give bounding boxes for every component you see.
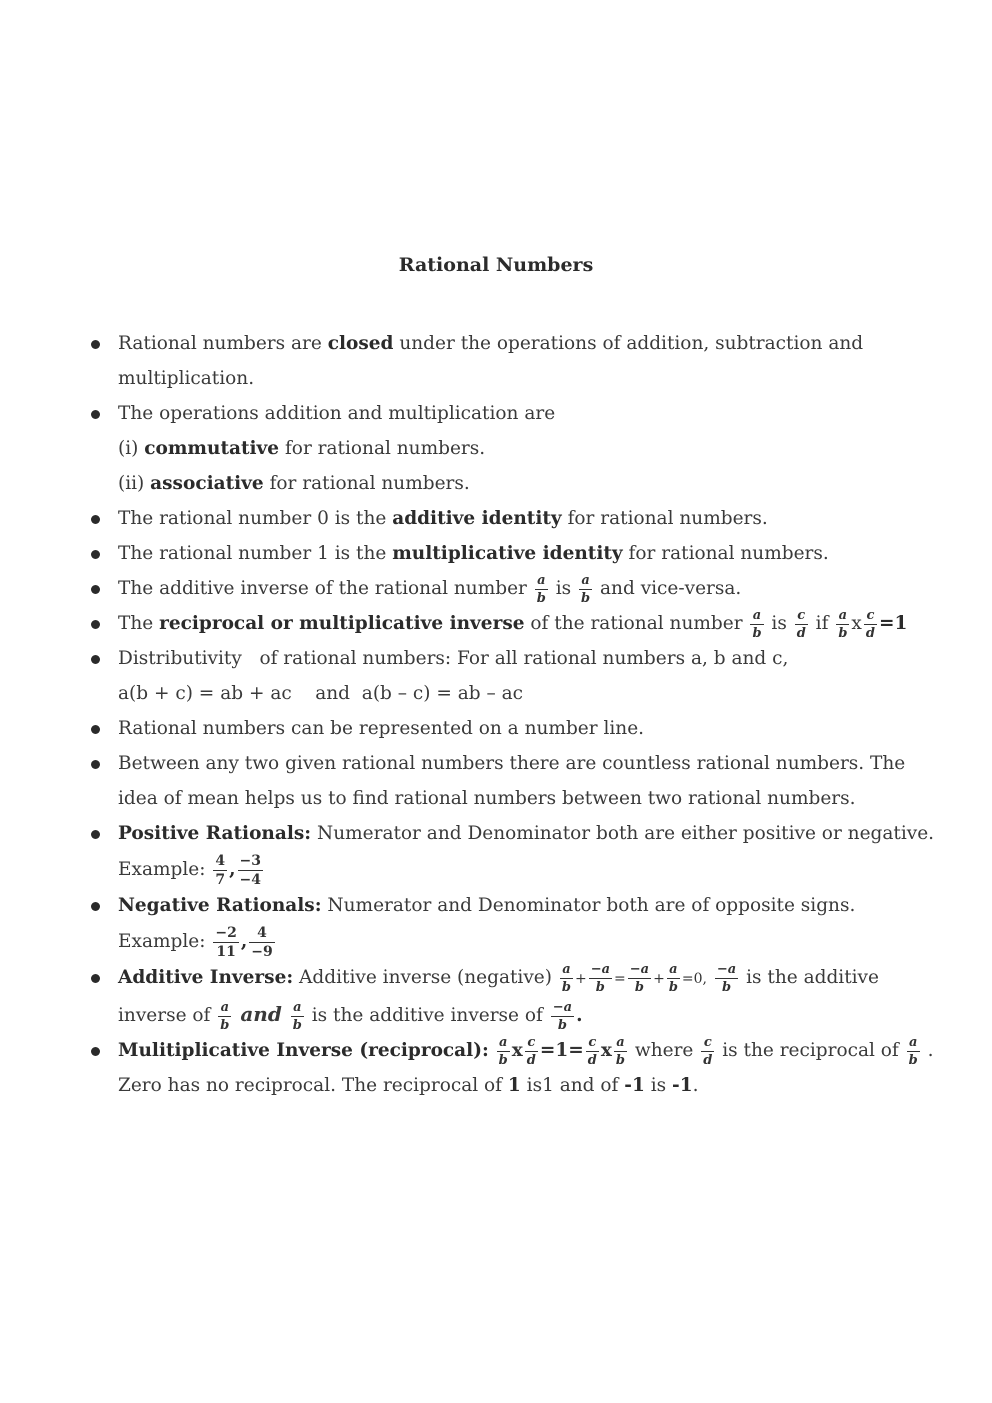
list-item-positive-rationals: [118, 816, 948, 888]
text: Rational numbers are: [118, 333, 328, 354]
bold-term: reciprocal or multiplicative inverse: [159, 613, 525, 634]
text: The additive inverse of the rational number: [118, 578, 533, 599]
bold-term: Mulitiplicative Inverse (reciprocal):: [118, 1040, 489, 1061]
bold-term: closed: [327, 333, 394, 354]
fraction: $\frac{a}{b}$: [581, 572, 591, 606]
list-item-number-line: [118, 711, 948, 746]
text: .: [692, 1075, 699, 1096]
bold-term: 1: [507, 1075, 521, 1096]
text: Additive inverse (negative): [293, 967, 558, 988]
fraction: $\frac{-3}{-4}$: [239, 852, 262, 888]
bold-term: Positive Rationals:: [118, 823, 312, 844]
period: .: [576, 1005, 583, 1026]
and-word: and: [233, 1002, 289, 1026]
bullet-icon: [91, 340, 100, 349]
bullet-icon: [91, 974, 100, 983]
list-item-multiplicative-identity: [118, 536, 948, 571]
equals-sign: =: [614, 971, 626, 987]
text: and vice-versa.: [594, 578, 742, 599]
fraction: $\frac{a}{b}$: [838, 607, 848, 641]
bold-term: multiplicative identity: [392, 543, 623, 564]
bullet-icon: [91, 515, 100, 524]
fraction: $\frac{a}{b}$: [220, 999, 230, 1033]
page-title: Rational Numbers: [398, 254, 594, 276]
example-label: Example:: [118, 931, 212, 952]
text: if: [809, 613, 835, 634]
bullet-icon: [91, 902, 100, 911]
text: Zero has no reciprocal. The reciprocal of: [118, 1075, 508, 1096]
list-item-negative-rationals: [118, 888, 948, 960]
text: is: [644, 1075, 673, 1096]
text: idea of mean helps us to find rational numbers between two rational numbers.: [118, 788, 856, 809]
text: multiplication.: [118, 368, 255, 389]
fraction: $\frac{-a}{b}$: [716, 961, 737, 995]
text: for rational numbers.: [622, 543, 829, 564]
text: for rational numbers.: [561, 508, 768, 529]
comma: ,: [240, 931, 248, 952]
bold-term: Negative Rationals:: [118, 895, 322, 916]
bold-term: additive identity: [392, 508, 562, 529]
fraction: $\frac{-a}{b}$: [629, 961, 650, 995]
text: of the rational number: [524, 613, 749, 634]
text: Numerator and Denominator both are of opposite signs.: [321, 895, 856, 916]
equals-one: =1=: [539, 1040, 584, 1061]
text: under the operations of addition, subtraction and: [393, 333, 864, 354]
fraction: $\frac{4}{7}$: [215, 852, 226, 888]
example-label: Example:: [118, 859, 212, 880]
fraction: $\frac{c}{d}$: [526, 1034, 536, 1068]
bold-term: commutative: [144, 438, 280, 459]
fraction: $\frac{-2}{11}$: [215, 924, 237, 960]
text: inverse of: [118, 1005, 217, 1026]
text: is the reciprocal of: [716, 1040, 905, 1061]
bullet-list: [118, 326, 948, 1103]
list-item-distributivity: [118, 641, 948, 711]
list-item-between: [118, 746, 948, 816]
text: where: [628, 1040, 700, 1061]
fraction: $\frac{4}{-9}$: [251, 924, 273, 960]
equals-zero: =0,: [681, 971, 707, 987]
text: The rational number 0 is the: [118, 508, 393, 529]
fraction: $\frac{a}{b}$: [752, 607, 762, 641]
bullet-icon: [91, 830, 100, 839]
bullet-icon: [91, 585, 100, 594]
bold-term: -1: [672, 1075, 693, 1096]
text: for rational numbers.: [263, 473, 470, 494]
bullet-icon: [91, 620, 100, 629]
times-sign: x: [851, 613, 862, 634]
fraction: $\frac{c}{d}$: [796, 607, 806, 641]
plus-sign: +: [653, 971, 665, 987]
fraction: $\frac{a}{b}$: [292, 999, 302, 1033]
fraction: $\frac{c}{d}$: [865, 607, 875, 641]
text: is the additive inverse of: [305, 1005, 549, 1026]
bullet-icon: [91, 760, 100, 769]
comma: ,: [229, 859, 236, 880]
times-sign: x: [511, 1040, 523, 1061]
text: (ii): [118, 473, 151, 494]
text: is: [765, 613, 793, 634]
period: .: [921, 1040, 934, 1061]
bullet-icon: [91, 725, 100, 734]
times-sign: x: [600, 1040, 612, 1061]
text: Numerator and Denominator both are either positive or negative.: [311, 823, 935, 844]
bold-term: -1: [624, 1075, 645, 1096]
fraction: $\frac{a}{b}$: [668, 961, 678, 995]
text: The rational number 1 is the: [118, 543, 393, 564]
bullet-icon: [91, 655, 100, 664]
text: Distributivity of rational numbers: For all rational numbers a, b and c,: [118, 648, 789, 669]
plus-sign: +: [574, 971, 587, 987]
text: The operations addition and multiplication are: [118, 403, 556, 424]
list-item-additive-inverse-definition: [118, 960, 948, 1033]
fraction: $\frac{c}{d}$: [587, 1034, 597, 1068]
text: (i): [118, 438, 145, 459]
list-item-operations: [118, 396, 948, 501]
fraction: $\frac{-a}{b}$: [590, 961, 611, 995]
list-item-reciprocal-statement: [118, 606, 948, 641]
fraction: $\frac{-a}{b}$: [552, 999, 573, 1033]
bullet-icon: [91, 550, 100, 559]
list-item-additive-inverse-statement: [118, 571, 948, 606]
list-item-multiplicative-inverse-definition: [118, 1033, 948, 1103]
fraction: $\frac{c}{d}$: [703, 1034, 713, 1068]
text: The: [118, 613, 160, 634]
list-item-additive-identity: [118, 501, 948, 536]
bullet-icon: [91, 410, 100, 419]
text: Between any two given rational numbers there are countless rational numbers. The: [118, 753, 906, 774]
bold-term: associative: [150, 473, 264, 494]
equals-one: =1: [878, 613, 908, 634]
fraction: $\frac{a}{b}$: [908, 1034, 918, 1068]
text: is the additive: [740, 967, 879, 988]
fraction: $\frac{a}{b}$: [536, 572, 546, 606]
formula: a(b + c) = ab + ac and a(b – c) = ab – ac: [118, 683, 524, 704]
text: Rational numbers can be represented on a number line.: [118, 718, 645, 739]
text: is1 and of: [520, 1075, 625, 1096]
list-item-closure: [118, 326, 948, 396]
bold-term: Additive Inverse:: [118, 967, 294, 988]
bullet-icon: [91, 1047, 100, 1056]
fraction: $\frac{a}{b}$: [561, 961, 571, 995]
text: is: [549, 578, 578, 599]
text: for rational numbers.: [279, 438, 486, 459]
fraction: $\frac{a}{b}$: [498, 1034, 508, 1068]
fraction: $\frac{a}{b}$: [615, 1034, 625, 1068]
